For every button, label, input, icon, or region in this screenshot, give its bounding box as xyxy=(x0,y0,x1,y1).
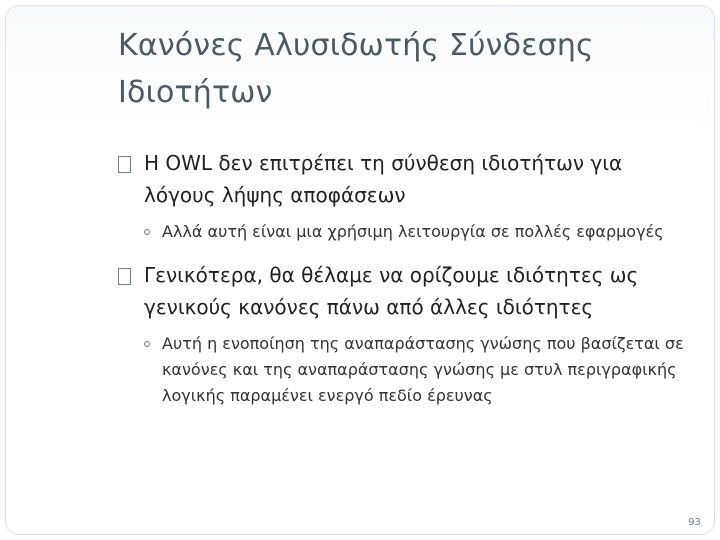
title-line-1: Κανόνες Αλυσιδωτής Σύνδεσης xyxy=(118,28,594,63)
subbullet-ring-icon xyxy=(144,229,150,235)
bullet-1 xyxy=(118,147,693,211)
slide-title xyxy=(118,22,688,116)
slide-content xyxy=(118,147,693,409)
title-line-2: Ιδιοτήτων xyxy=(118,75,273,110)
subbullet-2-1 xyxy=(144,331,693,409)
bullet-marker-icon xyxy=(118,268,131,285)
subbullet-1-1-text: Αλλά αυτή είναι μια χρήσιμη λειτουργία σε πολλές εφαρμογές xyxy=(162,222,664,241)
bullet-2 xyxy=(118,259,693,323)
bullet-1-text: Η OWL δεν επιτρέπει τη σύνθεση ιδιοτήτων για λόγους λήψης αποφάσεων xyxy=(144,151,623,207)
bullet-marker-icon xyxy=(118,156,131,173)
subbullet-ring-icon xyxy=(144,341,150,347)
bullet-2-text: Γενικότερα, θα θέλαμε να ορίζουμε ιδιότητες ως γενικούς κανόνες πάνω από άλλες ιδιότητες xyxy=(144,263,639,319)
subbullet-2-1-text: Αυτή η ενοποίηση της αναπαράστασης γνώσης που βασίζεται σε κανόνες και της αναπαράστασης γνώσης με στυλ περιγραφικής λογικής παραμένει ενεργό πεδίο έρευνας xyxy=(162,334,684,405)
page-number: 93 xyxy=(688,517,701,528)
subbullet-1-1 xyxy=(144,219,693,245)
